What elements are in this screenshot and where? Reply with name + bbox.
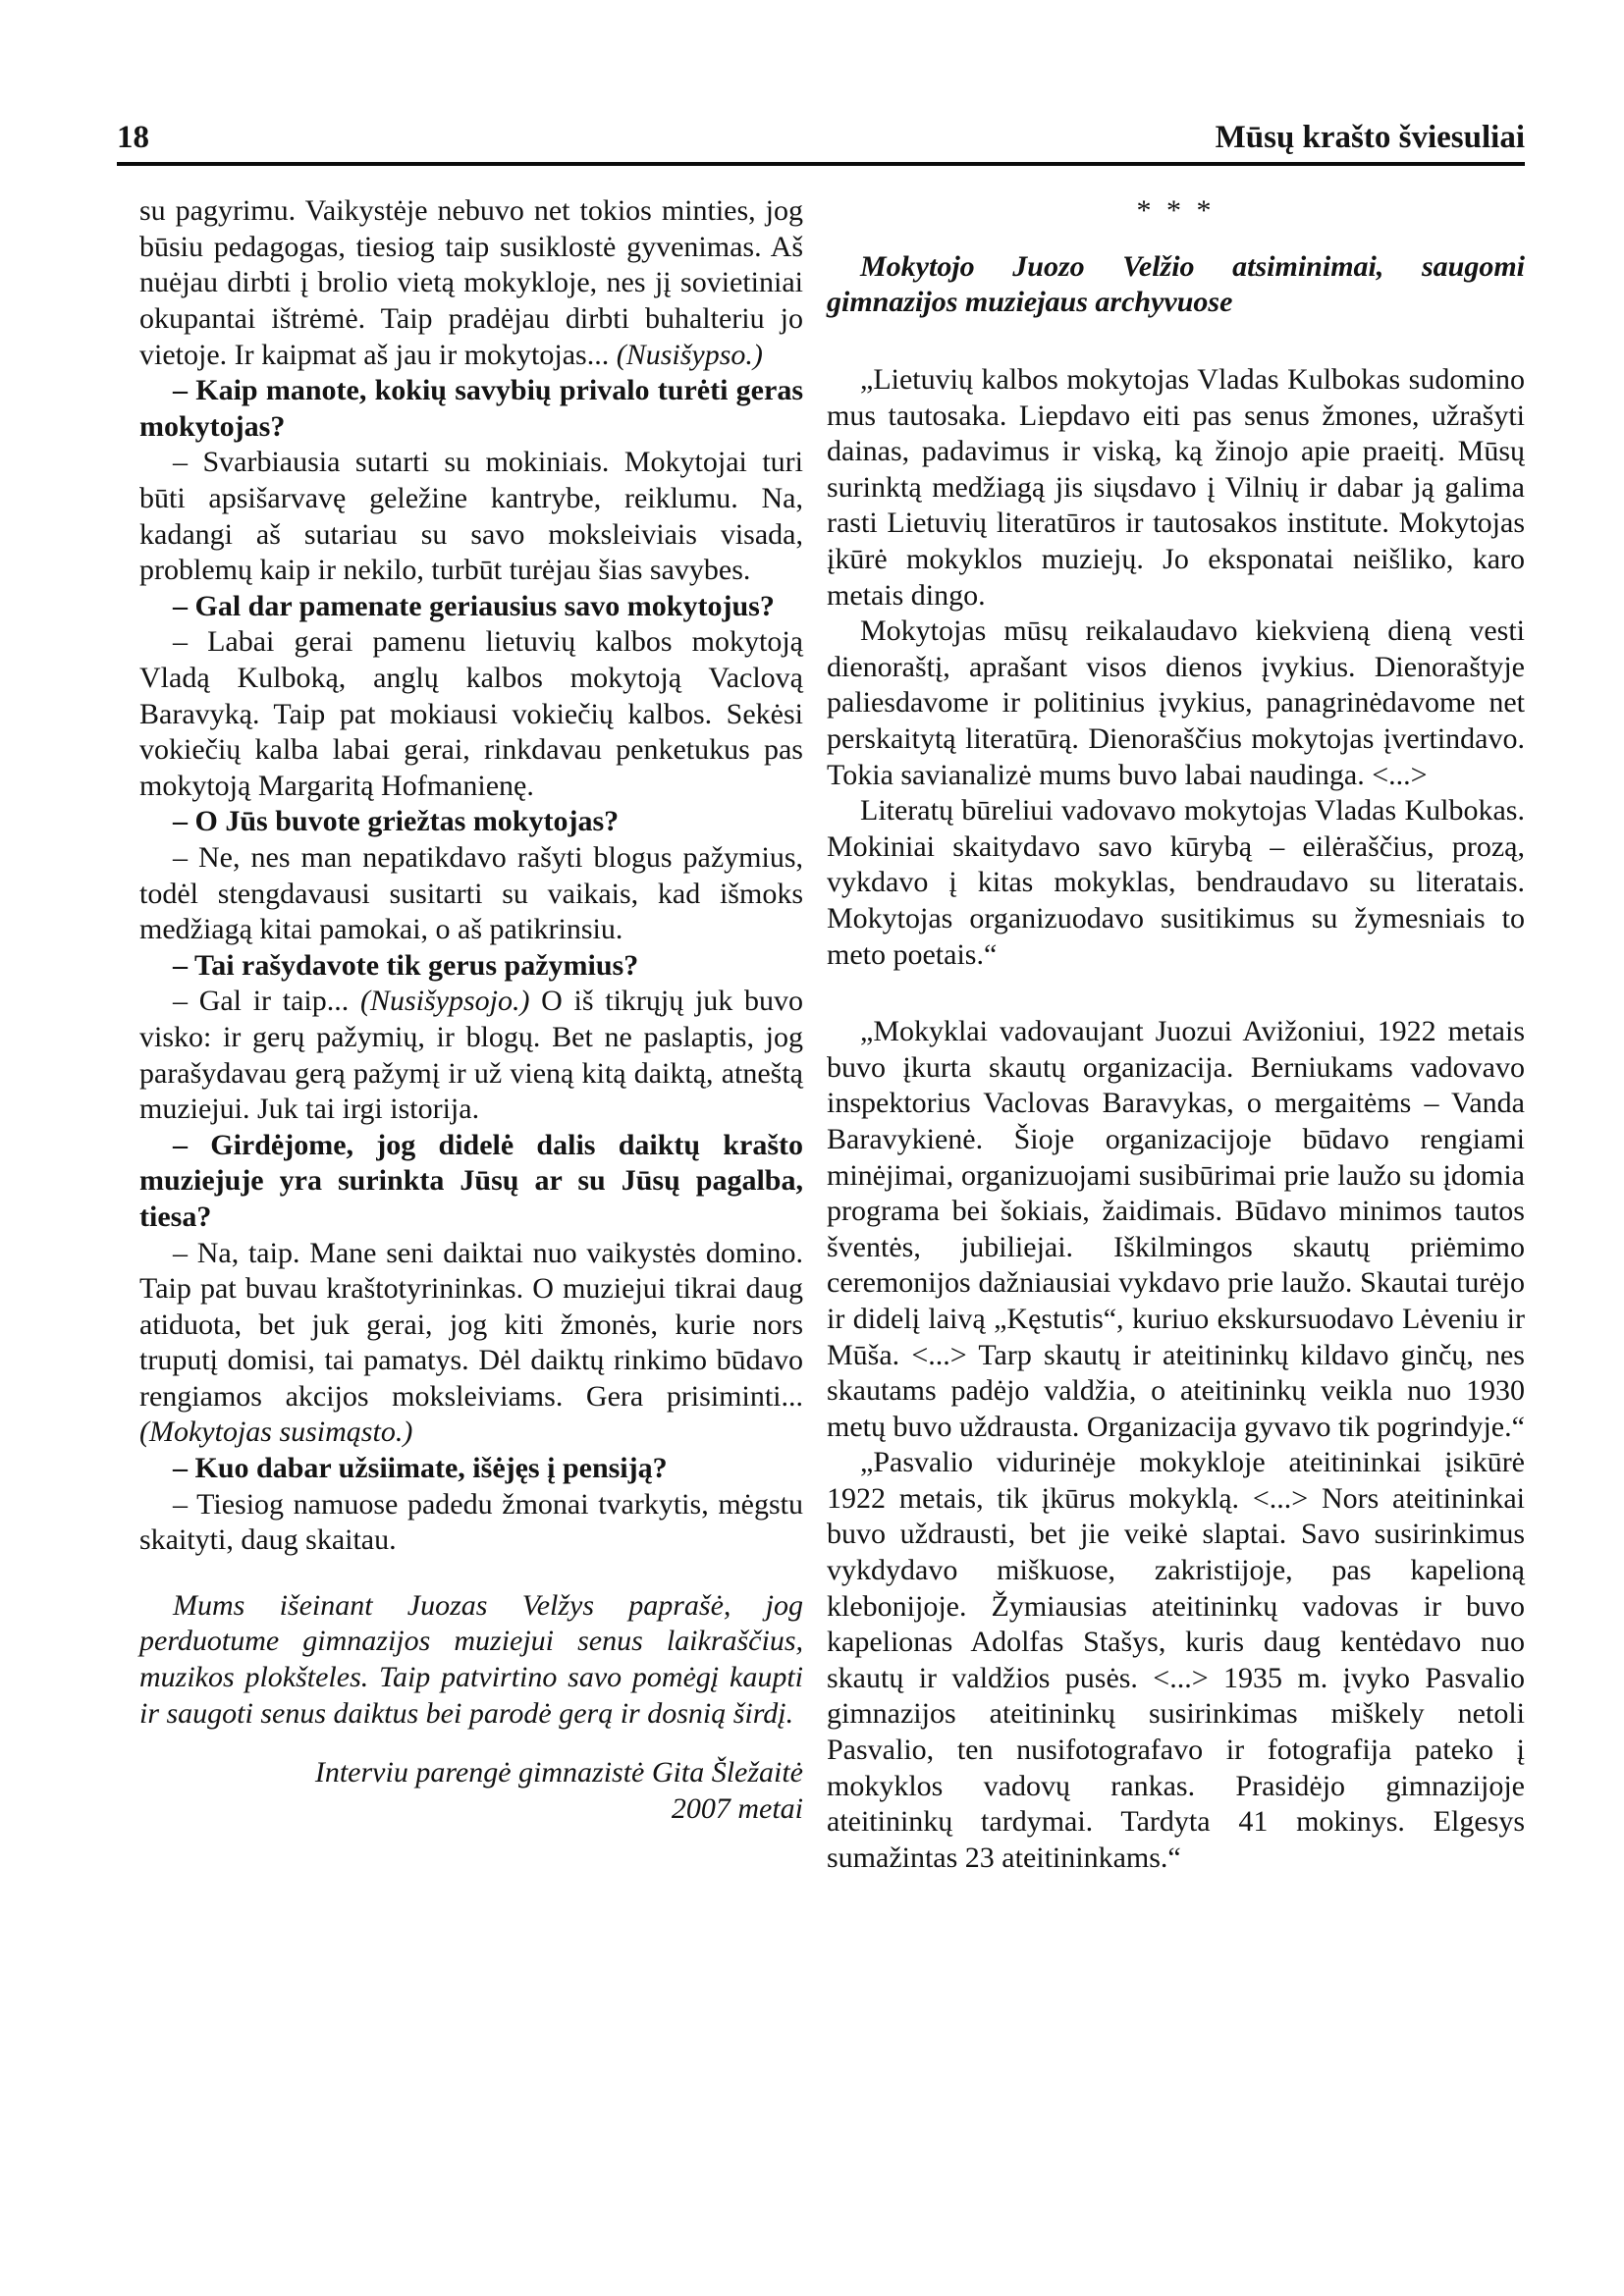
text-run: O iš tikrųjų juk buvo visko: ir gerų pažymių, ir blogų. Bet ne paslaptis, jog parašydavau gerą pažymį ir už vieną kitą daiktą, atneštą muziejui. Juk tai irgi istorija. [139, 985, 803, 1126]
text-run: – Tai rašydavote tik gerus pažymius? [173, 948, 639, 982]
paragraph-continuation [139, 193, 803, 373]
text-run: „Pasvalio vidurinėje mokykloje ateitininkai įsikūrė 1922 metais, tik įkūrus mokyklą. <...> Nors ateitininkai buvo uždrausti, bet jie veikė slaptai. Savo susirinkimus vykdydavo miškuose, zakristijoje, pas kapelioną klebonijoje. Žymiausias ateitininkų vadovas ir buvo kapelionas Adolfas Stašys, kuris daug kentėdavo nuo skautų ir valdžios pusės. <...> 1935 m. įvyko Pasvalio gimnazijos ateitininkų susirinkimas miškely netoli Pasvalio, ten nusifotografavo ir fotografija pateko į mokyklos vadovų rankas. Prasidėjo gimnazijoje ateitininkų tardymai. Tardyta 41 mokinys. Elgesys sumažintas 23 ateitininkams.“ [827, 1446, 1525, 1874]
text-run: * * * [1136, 194, 1216, 228]
running-title: Mūsų krašto šviesuliai [1215, 120, 1525, 155]
text-run: „Mokyklai vadovaujant Juozui Avižoniui, 1922 metais buvo įkurta skautų organizacija. Berniukams vadovavo inspektorius Vaclovas Baravykas, o mergaitėms – Vanda Baravykienė. Šioje organizacijoje būdavo rengiami minėjimai, organizuojami susibūrimai prie laužo su įdomia programa bei šokiais, žaidimais. Būdavo minimos tautos šventės, jubiliejai. Iškilmingos skautų priėmimo ceremonijos dažniausiai vykdavo prie laužo. Skautai turėjo ir didelį laivą „Kęstutis“, kuriuo ekskursuodavo Lėveniu ir Mūša. <...> Tarp skautų ir ateitininkų kildavo ginčų, nes skautams padėjo valdžia, o ateitininkų veikla nuo 1930 metų buvo uždrausta. Organizacija gyvavo tik pogrindyje.“ [827, 1015, 1525, 1443]
text-run: Mums išeinant Juozas Velžys paprašė, jog perduotume gimnazijos muziejui senus laikraščius, muzikos plokšteles. Taip patvirtino savo pomėgį kaupti ir saugoti senus daiktus bei parodė gerą ir dosnią širdį. [139, 1588, 803, 1730]
paragraph-quote-start [827, 1014, 1525, 1445]
paragraph-question [139, 1128, 803, 1236]
page-number: 18 [117, 120, 149, 155]
text-run: – O Jūs buvote griežtas mokytojas? [173, 805, 620, 838]
paragraph-answer [139, 984, 803, 1127]
paragraph-answer [139, 624, 803, 804]
text-run: Interviu parengė gimnazistė Gita Šležaitė [314, 1756, 803, 1789]
text-run: (Mokytojas susimąsto.) [139, 1415, 413, 1449]
text-run: Mokytojo Juozo Velžio atsiminimai, saugomi gimnazijos muziejaus archyvuose [827, 249, 1525, 319]
paragraph-answer [139, 840, 803, 948]
text-run: Mokytojas mūsų reikalaudavo kiekvieną dieną vesti dienoraštį, aprašant visos dienos įvykius. Dienoraštyje paliesdavome ir politinius įvykius, panagrinėdavome net perskaitytą literatūrą. Dienoraščius mokytojas įvertindavo. Tokia savianalizė mums buvo labai naudinga. <...> [827, 614, 1525, 791]
paragraph-answer [827, 614, 1525, 793]
text-run: – Gal dar pamenate geriausius savo mokytojus? [173, 589, 775, 622]
paragraph-quote-start [827, 362, 1525, 614]
right-column [827, 193, 1525, 1876]
text-run: (Nusišypso.) [616, 338, 763, 371]
paragraph-question [139, 589, 803, 625]
text-run: Literatų būreliui vadovavo mokytojas Vladas Kulbokas. Mokiniai skaitydavo savo kūrybą – eilėraščius, prozą, vykdavo į kitas mokyklas, bendraudavo su literatais. Mokytojas organizuodavo susitikimus su žymesniais to meto poetais.“ [827, 794, 1525, 971]
text-run: – Kuo dabar užsiimate, išėjęs į pensiją? [173, 1452, 668, 1485]
text-run: – Ne, nes man nepatikdavo rašyti blogus pažymius, todėl stengdavausi susitarti su vaikais, kad išmoks medžiagą kitai pamokai, o aš patikrinsiu. [139, 840, 803, 946]
two-column-text-block [117, 193, 1525, 1876]
text-run: – Kaip manote, kokių savybių privalo turėti geras mokytojas? [139, 374, 803, 443]
paragraph-heading [827, 249, 1525, 321]
paragraph-signature-date [139, 1791, 803, 1828]
text-run: su pagyrimu. Vaikystėje nebuvo net tokios minties, jog būsiu pedagogas, tiesiog taip susiklostė gyvenimas. Aš nuėjau dirbti į brolio vietą mokykloje, nes jį sovietiniai okupantai ištrėmė. Taip pradėjau dirbti buhalteriu jo vietoje. Ir kaipmat aš jau ir mokytojas... [139, 194, 803, 371]
text-run: – Na, taip. Mane seni daiktai nuo vaikystės domino. Taip pat buvau kraštotyrininkas. O muziejui tikrai daug atiduota, bet juk gerai, jog kiti žmonės, kurie nors truputį domisi, tai pamatys. Dėl daiktų rinkimo būdavo rengiamos akcijos moksleiviams. Gera prisiminti... [139, 1236, 803, 1413]
text-run: – Labai gerai pamenu lietuvių kalbos mokytoją Vladą Kulboką, anglų kalbos mokytoją Vaclovą Baravyką. Taip pat mokiausi vokiečių kalbos. Sekėsi vokiečių kalba labai gerai, rinkdavau penketukus pas mokytoją Margaritą Hofmanienę. [139, 625, 803, 802]
paragraph-answer [139, 1236, 803, 1452]
paragraph-question [139, 1451, 803, 1487]
paragraph-signature [139, 1755, 803, 1791]
text-run: – Girdėjome, jog didelė dalis daiktų krašto muziejuje yra surinkta Jūsų ar su Jūsų pagalba, tiesa? [139, 1128, 803, 1233]
text-run: (Nusišypsojo.) [359, 985, 530, 1018]
paragraph-closing-italic [139, 1588, 803, 1732]
left-column [139, 193, 803, 1876]
paragraph-answer [139, 445, 803, 588]
paragraph-question [139, 948, 803, 985]
paragraph-answer [827, 1445, 1525, 1876]
text-run: – Gal ir taip... [173, 985, 360, 1018]
paragraph-question [139, 373, 803, 445]
text-run: 2007 metai [671, 1791, 803, 1825]
text-run: „Lietuvių kalbos mokytojas Vladas Kulbokas sudomino mus tautosaka. Liepdavo eiti pas senus žmones, užrašyti dainas, padavimus ir viską, ką žinojo apie praeitį. Mūsų surinktą medžiagą jis siųsdavo į Vilnių ir dabar ją galima rasti Lietuvių literatūros ir tautosakos institute. Mokytojas įkūrė mokyklos muziejų. Jo eksponatai neišliko, karo metais dingo. [827, 363, 1525, 612]
paragraph-question [139, 804, 803, 840]
text-run: – Tiesiog namuose padedu žmonai tvarkytis, mėgstu skaityti, daug skaitau. [139, 1487, 803, 1557]
paragraph-answer [827, 793, 1525, 973]
page-header [117, 120, 1525, 166]
paragraph-stars [827, 193, 1525, 230]
text-run: – Svarbiausia sutarti su mokiniais. Mokytojai turi būti apsišarvavę geležine kantrybe, reiklumu. Na, kadangi aš sutariau su savo moksleiviais visada, problemų kaip ir nekilo, turbūt turėjau šias savybes. [139, 446, 803, 587]
paragraph-answer [139, 1487, 803, 1559]
